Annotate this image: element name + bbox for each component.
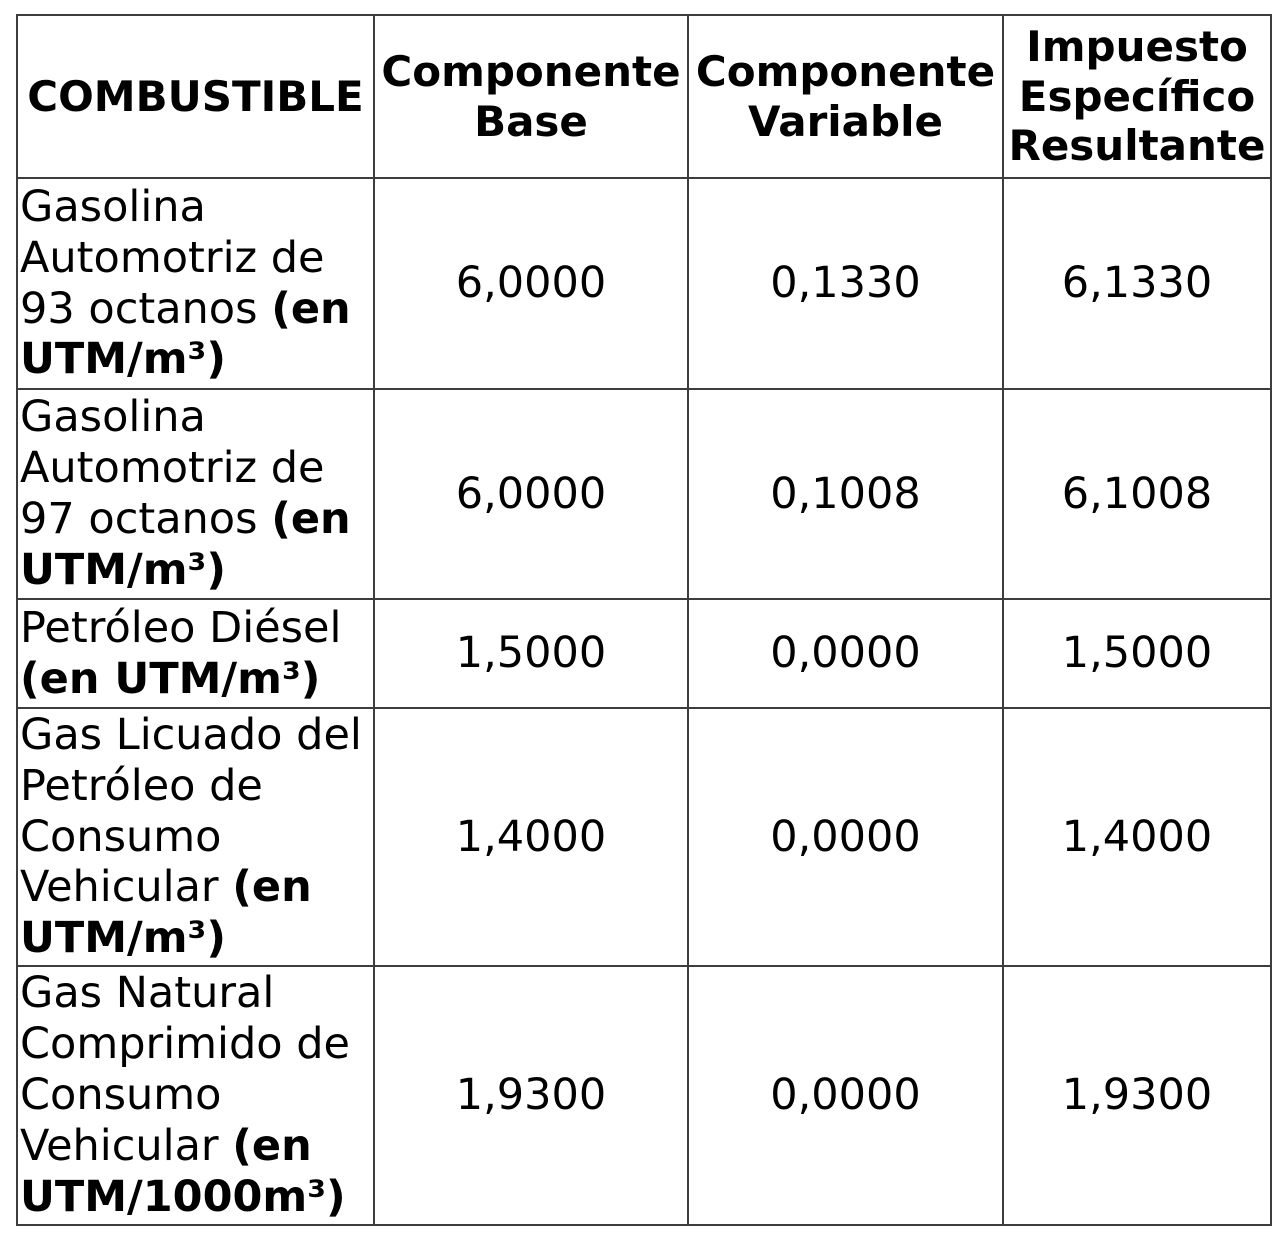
componente-base-value: 6,0000 bbox=[374, 178, 688, 389]
col-header-componente-base: Componente Base bbox=[374, 15, 688, 178]
fuel-name-text: Gasolina Automotriz de 93 octanos bbox=[20, 181, 325, 334]
componente-base-value: 1,4000 bbox=[374, 708, 688, 966]
fuel-unit-text: (en UTM/m³) bbox=[20, 283, 351, 385]
table-row-gas-licuado bbox=[17, 708, 1271, 966]
componente-base-value: 1,5000 bbox=[374, 599, 688, 708]
fuel-name-text: Petróleo Diésel bbox=[20, 602, 342, 653]
fuel-specific-tax-table bbox=[16, 14, 1272, 1226]
fuel-name-text: Gas Natural Comprimido de Consumo Vehicular bbox=[20, 968, 350, 1171]
componente-variable-value: 0,0000 bbox=[688, 599, 1003, 708]
componente-variable-value: 0,0000 bbox=[688, 708, 1003, 966]
fuel-name-cell bbox=[17, 178, 374, 389]
fuel-name-text: Gas Licuado del Petróleo de Consumo Vehicular bbox=[20, 709, 362, 913]
componente-base-value: 6,0000 bbox=[374, 389, 688, 599]
header-row bbox=[17, 15, 1271, 178]
componente-variable-value: 0,1008 bbox=[688, 389, 1003, 599]
impuesto-resultante-value: 6,1008 bbox=[1003, 389, 1271, 599]
col-header-impuesto-especifico-resultante: Impuesto Específico Resultante bbox=[1003, 15, 1271, 178]
fuel-unit-text: (en UTM/1000m³) bbox=[20, 1120, 346, 1222]
fuel-unit-text: (en UTM/m³) bbox=[20, 653, 321, 704]
impuesto-resultante-value: 1,5000 bbox=[1003, 599, 1271, 708]
fuel-name-cell bbox=[17, 599, 374, 708]
col-header-combustible: COMBUSTIBLE bbox=[17, 15, 374, 178]
table-row-gasolina-97 bbox=[17, 389, 1271, 599]
componente-variable-value: 0,1330 bbox=[688, 178, 1003, 389]
componente-base-value: 1,9300 bbox=[374, 966, 688, 1225]
componente-variable-value: 0,0000 bbox=[688, 966, 1003, 1225]
fuel-unit-text: (en UTM/m³) bbox=[20, 494, 351, 595]
impuesto-resultante-value: 6,1330 bbox=[1003, 178, 1271, 389]
fuel-name-cell bbox=[17, 708, 374, 966]
table-row-gasolina-93 bbox=[17, 178, 1271, 389]
fuel-name-cell bbox=[17, 966, 374, 1225]
fuel-unit-text: (en UTM/m³) bbox=[20, 862, 312, 964]
impuesto-resultante-value: 1,9300 bbox=[1003, 966, 1271, 1225]
fuel-name-cell bbox=[17, 389, 374, 599]
fuel-name-text: Gasolina Automotriz de 97 octanos bbox=[20, 392, 325, 544]
table-row-gas-natural-comprimido bbox=[17, 966, 1271, 1225]
table-row-petroleo-diesel bbox=[17, 599, 1271, 708]
impuesto-resultante-value: 1,4000 bbox=[1003, 708, 1271, 966]
col-header-componente-variable: Componente Variable bbox=[688, 15, 1003, 178]
